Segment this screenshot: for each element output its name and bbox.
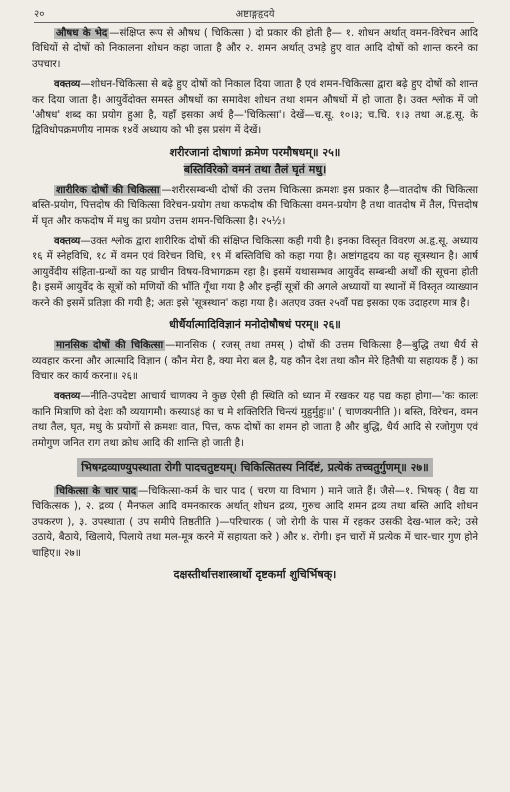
- paragraph-heading: वक्तव्य: [54, 79, 81, 91]
- book-title: अष्टाङ्गहृदये: [235, 9, 275, 20]
- running-header: [0, 6, 510, 22]
- verse-line: धीर्धैर्यात्मादिविज्ञानं मनोदोषौषधं परम्॥ २६॥: [169, 318, 341, 332]
- paragraph-heading: औषध के भेद: [56, 28, 108, 39]
- paragraph-text: —शोधन-चिकित्सा से बढ़े हुए दोषों को निकाल दिया जाता है एवं शमन-चिकित्सा द्वारा बढ़े हुए दोषों को शान्त कर दिया जाता है। आयुर्वेदोक्त समस्त औषधों का समावेश शोधन तथा शमन औषधों में हो जाता है। उक्त श्लोक में जो 'औषध' शब्द का प्रयोग हुआ है, यहाँ इसका अर्थ है—'चिकित्सा'। देखें—च.सू. १०।३; च.चि. १।३ तथा अ.हृ.सू. के द्विविधोपक्रमणीय नामक १४वें अध्याय को भी इस प्रसंग में देखें।: [32, 79, 478, 137]
- paragraph-text: —नीति-उपदेष्टा आचार्य चाणक्य ने कुछ ऐसी ही स्थिति को ध्यान में रखकर यह पद्य कहा होगा—'कः कालः कानि मित्राणि को देशः कौ व्ययागमौ। कस्याऽहं का च मे शक्तिरिति चिन्त्यं मुहुर्मुहुः॥' ( चाणक्यनीति )। बस्ति, विरेचन, वमन तथा तैल, घृत, मधु के प्रयोगों से क्रमशः वात, पित्त, कफ दोषों का शमन हो जाता है और बुद्धि, धैर्य आदि से रजोगुण एवं तमोगुण जनित राग तथा क्रोध आदि की शान्ति हो जाती है।: [32, 391, 478, 449]
- paragraph-heading: मानसिक दोषों की चिकित्सा: [56, 340, 164, 352]
- paragraph-heading: चिकित्सा के चार पाद: [56, 485, 137, 497]
- paragraph-vaktavya-3: [32, 389, 478, 451]
- verse-line: शरीरजानां दोषाणां क्रमेण परमौषधम्॥ २५॥: [169, 145, 341, 159]
- paragraph-text: —चिकित्सा-कर्म के चार पाद ( चरण या विभाग ) माने जाते हैं। जैसे—१. भिषक् ( वैद्य या चिकित्सक ), २. द्रव्य ( मैनफल आदि वमनकारक अर्थात् शोधन द्रव्य, गुरुच आदि शमन द्रव्य तथा बस्ति आदि शोधन उपकरण ), ३. उपस्थाता ( उप समीपे तिष्ठतीति )—परिचारक ( जो रोगी के पास में रहकर उसकी देख-भाल करे; उसे उठाये, बैठाये, खिलाये, पिलाये तथा मल-मूत्र करने में सहायता करे ) और ४. रोगी। इन चारों में प्रत्येक में चार-चार गुण होने चाहिए॥ २७॥: [32, 485, 478, 559]
- page-number: २०: [34, 9, 45, 20]
- verse-line: बस्तिर्विरेको वमनं तथा तैलं घृतं मधु।: [183, 162, 327, 176]
- paragraph-text: —उक्त श्लोक द्वारा शारीरिक दोषों की संक्षिप्त चिकित्सा कही गयी है। इनका विस्तृत विवरण अ.हृ.सू. अध्याय १६ में स्नेहविधि, १८ में वमन एवं विरेचन विधि, १९ में बस्तिविधि को कहा गया है। अष्टांगहृदय का यह सूत्रस्थान है। आर्ष आयुर्वेदीय संहिता-ग्रन्थों का यह प्राचीन विषय-विभागक्रम रहा है। इसमें यथासम्भव आयुर्वेद सम्बन्धी अर्थों की सूचना होती है। इसमें आयुर्वेद के सूत्रों को मणियों की भाँति गूँथा गया है और इन्हीं सूत्रों की अगले अध्यायों या स्थानों में विस्तृत व्याख्यान करने की इसमें प्रतिज्ञा की गयी है; अतः इसे 'सूत्रस्थान' कहा गया है। अतएव उक्त २५वाँ पद्य इसका एक उदाहरण मात्र है।: [32, 236, 478, 309]
- paragraph-mansik-chikitsa: [32, 338, 478, 384]
- paragraph-vaktavya-2: [32, 234, 478, 311]
- paragraph-text: —शरीरसम्बन्धी दोषों की उत्तम चिकित्सा क्रमशः इस प्रकार है—वातदोष की चिकित्सा बस्ति-प्रयोग, पित्तदोष की चिकित्सा विरेचन-प्रयोग तथा कफदोष की चिकित्सा वमन-प्रयोग है तथा वातदोष में तैल, पित्तदोष में घृत और कफदोष में मधु का प्रयोग उत्तम शमन-चिकित्सा है। २५½।: [32, 184, 478, 227]
- verse-25: [32, 144, 478, 178]
- paragraph-sharirik-chikitsa: [32, 183, 478, 229]
- paragraph-aushadh-bhed: [32, 26, 478, 72]
- paragraph-heading: वक्तव्य: [54, 236, 81, 248]
- verse-26: [32, 316, 478, 333]
- verse-28: [32, 566, 478, 583]
- paragraph-heading: वक्तव्य: [54, 391, 81, 403]
- paragraph-chikitsa-char-pad: [32, 484, 478, 561]
- paragraph-text: —मानसिक ( रजस् तथा तमस् ) दोषों की उत्तम चिकित्सा है—बुद्धि तथा धैर्य से व्यवहार करना और आत्मादि विज्ञान ( कौन मेरा है, क्या मेरा बल है, यह कौन देश तथा कौन मेरे हितैषी या सहायक हैं ) का विचार कर कार्य करना॥ २६॥: [32, 340, 479, 382]
- verse-27: [32, 456, 478, 479]
- paragraph-heading: शारीरिक दोषों की चिकित्सा: [56, 184, 160, 196]
- header-rule: [34, 22, 474, 23]
- paragraph-vaktavya-1: [32, 77, 478, 139]
- page-body: [32, 26, 478, 588]
- paragraph-text: —संक्षिप्त रूप से औषध ( चिकित्सा ) दो प्रकार की होती है— १. शोधन अर्थात् वमन-विरेचन आदि विधियों से दोषों को निकालना शोधन कहा जाता है और २. शमन अर्थात् उभड़े हुए वात आदि दोषों को शान्त करने का उपचार।: [32, 28, 478, 70]
- verse-line: भिषग्द्रव्याण्युपस्थाता रोगी पादचतुष्टयम्। चिकित्सितस्य निर्दिष्टं, प्रत्येकं तच्चतुर्गुणम्॥ २७॥: [77, 458, 432, 477]
- verse-line: दक्षस्तीर्थात्तशास्त्रार्थो दृष्टकर्मा शुचिर्भिषक्।: [173, 567, 337, 581]
